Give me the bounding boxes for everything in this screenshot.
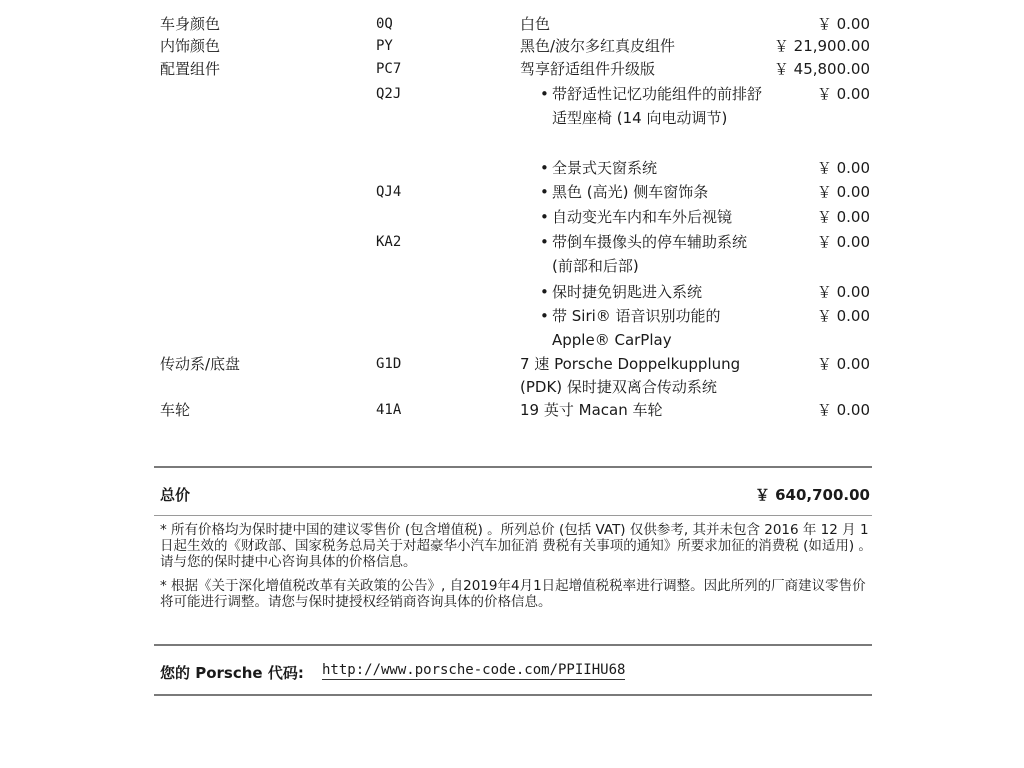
divider	[154, 644, 872, 646]
option-description: 19 英寸 Macan 车轮	[520, 401, 663, 419]
category-label: 车身颜色	[160, 15, 221, 33]
option-description: 黑色 (高光) 侧车窗饰条	[552, 183, 709, 201]
option-price: ￥ 0.00	[816, 233, 870, 251]
option-code: G1D	[376, 356, 402, 372]
option-description: 带舒适性记忆功能组件的前排舒适型座椅 (14 向电动调节)	[552, 85, 763, 127]
option-price: ￥ 0.00	[816, 15, 870, 33]
option-code: QJ4	[376, 184, 402, 200]
option-description: 带 Siri® 语音识别功能的 Apple® CarPlay	[552, 307, 721, 349]
option-code: Q2J	[376, 86, 402, 102]
option-description: 全景式天窗系统	[552, 159, 658, 177]
option-price: ￥ 0.00	[816, 183, 870, 201]
option-price: ￥ 0.00	[816, 159, 870, 177]
option-code: PY	[376, 38, 393, 54]
option-description: 自动变光车内和车外后视镜	[552, 208, 733, 226]
total-value: ￥ 640,700.00	[754, 486, 870, 504]
option-description: 黑色/波尔多红真皮组件	[520, 37, 676, 55]
option-price: ￥ 0.00	[816, 208, 870, 226]
divider	[154, 515, 872, 516]
option-price: ￥ 0.00	[816, 307, 870, 325]
option-price: ￥ 0.00	[816, 355, 870, 373]
option-code: PC7	[376, 61, 402, 77]
footnote-vat: * 所有价格均为保时捷中国的建议零售价 (包含增值税) 。所列总价 (包括 VAT) 仅供参考, 其并未包含 2016 年 12 月 1 日起生效的《财政部、国家税务总局关于对超豪华小汽车加征消 费税有关事项的通知》所要求加征的消费税 (如适用) 。请与您的保时捷中心咨询具体的价格信息。	[160, 522, 872, 570]
option-price: ￥ 0.00	[816, 401, 870, 419]
option-price: ￥ 21,900.00	[773, 37, 870, 55]
bullet: •	[540, 183, 549, 201]
bullet: •	[540, 233, 549, 251]
option-description: 白色	[520, 15, 551, 33]
category-label: 传动系/底盘	[160, 355, 241, 373]
footnote-tax-reform: * 根据《关于深化增值税改革有关政策的公告》, 自2019年4月1日起增值税税率进行调整。因此所列的厂商建议零售价将可能进行调整。请您与保时捷授权经销商咨询具体的价格信息。	[160, 578, 866, 610]
bullet: •	[540, 208, 549, 226]
category-label: 车轮	[160, 401, 191, 419]
bullet: •	[540, 283, 549, 301]
option-price: ￥ 45,800.00	[773, 60, 870, 78]
divider	[154, 694, 872, 696]
option-code: KA2	[376, 234, 402, 250]
option-price: ￥ 0.00	[816, 85, 870, 103]
category-label: 内饰颜色	[160, 37, 221, 55]
bullet: •	[540, 85, 549, 103]
option-price: ￥ 0.00	[816, 283, 870, 301]
category-label: 配置组件	[160, 60, 221, 78]
divider	[154, 466, 872, 468]
bullet: •	[540, 159, 549, 177]
option-description: 保时捷免钥匙进入系统	[552, 283, 703, 301]
option-description: 带倒车摄像头的停车辅助系统 (前部和后部)	[552, 233, 748, 275]
porsche-code-label: 您的 Porsche 代码:	[160, 664, 304, 682]
option-code: 0Q	[376, 16, 393, 32]
porsche-code-link[interactable]: http://www.porsche-code.com/PPIIHU68	[322, 662, 626, 678]
option-description: 驾享舒适组件升级版	[520, 60, 656, 78]
option-code: 41A	[376, 402, 402, 418]
bullet: •	[540, 307, 549, 325]
option-description: 7 速 Porsche Doppelkupplung (PDK) 保时捷双离合传动系统	[520, 355, 741, 396]
total-label: 总价	[160, 486, 191, 504]
